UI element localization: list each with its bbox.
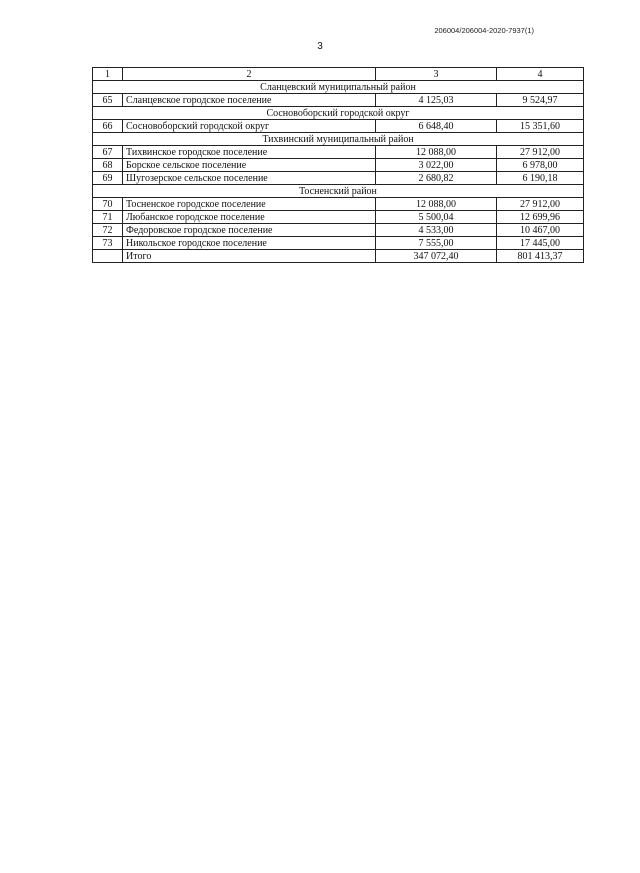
settlement-name: Борское сельское поселение [123,159,376,172]
column-header: 2 [123,68,376,81]
table-row [93,224,584,237]
table-row [93,146,584,159]
settlement-name: Любанское городское поселение [123,211,376,224]
value-col3: 3 022,00 [376,159,497,172]
table-row [93,211,584,224]
value-col3: 2 680,82 [376,172,497,185]
row-number [93,250,123,263]
settlement-name: Никольское городское поселение [123,237,376,250]
section-row [93,133,584,146]
value-col4: 12 699,96 [497,211,584,224]
value-col4: 27 912,00 [497,198,584,211]
table-row [93,198,584,211]
table-row [93,237,584,250]
total-col3: 347 072,40 [376,250,497,263]
value-col4: 15 351,60 [497,120,584,133]
row-number: 69 [93,172,123,185]
row-number: 65 [93,94,123,107]
document-id: 206004/206004-2020-7937(1) [434,26,534,35]
section-title: Тосненский район [93,185,584,198]
value-col3: 5 500,04 [376,211,497,224]
row-number: 67 [93,146,123,159]
section-row [93,107,584,120]
table-header-row [93,68,584,81]
column-header: 1 [93,68,123,81]
section-row [93,185,584,198]
page-number: 3 [317,41,323,52]
settlement-name: Тихвинское городское поселение [123,146,376,159]
settlement-name: Федоровское городское поселение [123,224,376,237]
settlement-name: Тосненское городское поселение [123,198,376,211]
value-col4: 6 190,18 [497,172,584,185]
row-number: 70 [93,198,123,211]
value-col3: 4 533,00 [376,224,497,237]
section-title: Сосновоборский городской округ [93,107,584,120]
value-col3: 12 088,00 [376,198,497,211]
total-label: Итого [123,250,376,263]
column-header: 3 [376,68,497,81]
value-col3: 12 088,00 [376,146,497,159]
settlement-name: Сосновоборский городской округ [123,120,376,133]
table-row [93,120,584,133]
table-row [93,159,584,172]
value-col4: 27 912,00 [497,146,584,159]
total-row [93,250,584,263]
row-number: 66 [93,120,123,133]
value-col3: 6 648,40 [376,120,497,133]
column-header: 4 [497,68,584,81]
data-table [92,67,584,263]
table-row [93,94,584,107]
value-col3: 7 555,00 [376,237,497,250]
table-row [93,172,584,185]
value-col3: 4 125,03 [376,94,497,107]
section-row [93,81,584,94]
settlement-name: Сланцевское городское поселение [123,94,376,107]
row-number: 73 [93,237,123,250]
value-col4: 9 524,97 [497,94,584,107]
settlement-name: Шугозерское сельское поселение [123,172,376,185]
row-number: 68 [93,159,123,172]
value-col4: 6 978,00 [497,159,584,172]
section-title: Тихвинский муниципальный район [93,133,584,146]
row-number: 72 [93,224,123,237]
section-title: Сланцевский муниципальный район [93,81,584,94]
row-number: 71 [93,211,123,224]
total-col4: 801 413,37 [497,250,584,263]
value-col4: 10 467,00 [497,224,584,237]
value-col4: 17 445,00 [497,237,584,250]
